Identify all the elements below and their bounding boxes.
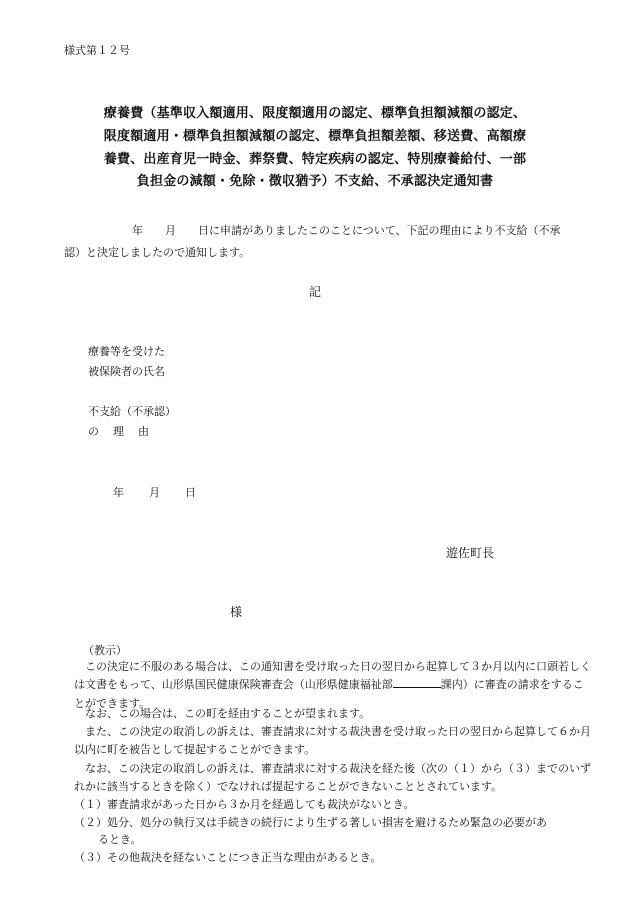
kyoji-item-3: （３）その他裁決を経ないことにつき正当な理由があるとき。 (74, 851, 382, 864)
insured-name-label-1: 療養等を受けた (88, 345, 165, 358)
kyoji-item-2-line-2: るとき。 (98, 833, 142, 846)
recipient-honorific: 様 (230, 605, 243, 619)
department-blank (393, 676, 441, 688)
title-line-2: 限度額適用・標準負担額減額の認定、標準負担額差額、移送費、高額療 (103, 129, 527, 144)
kyoji-heading: （教示） (83, 644, 127, 657)
kyoji-paragraph-1-text-a: この決定に不服のある場合は、この通知書を受け取った日の翌日から起算して３か月以内に口頭若しくは文書をもって、山形県国民健康保険審査会（山形県健康福祉部 (74, 660, 591, 692)
intro-line-2: 認）と決定しましたので通知します。 (64, 246, 251, 259)
decision-date: 年 月 日 (113, 486, 197, 499)
kyoji-paragraph-4-text: なお、この決定の取消しの訴えは、審査請求に対する裁決を経た後（次の（１）から（３）までのいずれかに該当するときを除く）でなければ提起することができないこととされています。 (74, 762, 591, 794)
mayor-signature: 遊佐町長 (446, 546, 495, 560)
kyoji-paragraph-3 (74, 723, 594, 760)
kyoji-item-1: （１）審査請求があった日から３か月を経過しても裁決がないとき。 (74, 798, 415, 811)
title-line-1: 療養費（基準収入額適用、限度額適用の認定、標準負担額減額の認定、 (103, 106, 527, 121)
title-line-3: 養費、出産育児一時金、葬祭費、特定疾病の認定、特別療養給付、一部 (103, 152, 527, 167)
kyoji-paragraph-3-text: また、この決定の取消しの訴えは、審査請求に対する裁決書を受け取った日の翌日から起算して６か月以内に町を被告として提起することができます。 (74, 725, 591, 757)
insured-name-label-2: 被保険者の氏名 (88, 365, 165, 378)
ki-heading: 記 (308, 285, 321, 299)
kyoji-paragraph-2 (74, 705, 594, 723)
reason-label-1: 不支給（不承認） (88, 405, 176, 418)
title-line-4: 負担金の減額・免除・徴収猶予）不支給、不承認決定通知書 (136, 174, 494, 189)
intro-line-1: 年 月 日に申請がありましたこのことについて、下記の理由により不支給（不承 (110, 224, 561, 237)
form-number: 様式第１２号 (64, 44, 130, 57)
reason-label-2: の理由 (88, 425, 163, 438)
kyoji-paragraph-2-text: なお、この場合は、この町を経由することが望まれます。 (85, 707, 371, 720)
kyoji-paragraph-4 (74, 760, 594, 797)
kyoji-item-2-line-1: （２）処分、処分の執行又は手続きの続行により生ずる著しい損害を避けるため緊急の必要があ (74, 816, 547, 829)
kyoji-paragraph-1-text-b: 課内）に審査の請求をすることができます。 (74, 678, 584, 710)
